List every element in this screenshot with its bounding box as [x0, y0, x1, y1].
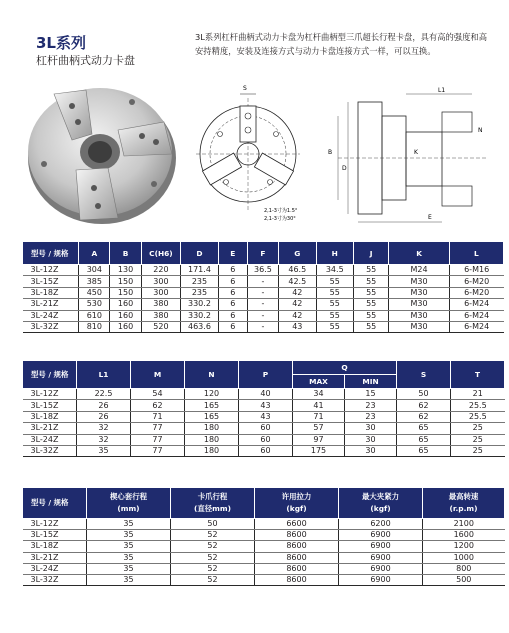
table-cell: 21: [451, 389, 505, 400]
table-cell: 25: [451, 445, 505, 456]
table-cell: 800: [423, 563, 505, 574]
table-row: [23, 423, 505, 434]
table-cell: 380: [141, 310, 181, 321]
table-cell: M30: [389, 287, 449, 298]
table-cell: 55: [353, 299, 388, 310]
table-cell: 300: [141, 276, 181, 287]
table-cell: 180: [185, 445, 239, 456]
table-cell: 71: [131, 411, 185, 422]
table-cell: 30: [345, 423, 397, 434]
column-header: L1: [77, 361, 131, 389]
dim-label-e: E: [428, 214, 432, 221]
column-subheader: MIN: [345, 375, 397, 389]
column-header: G: [279, 242, 316, 265]
table-cell: 77: [131, 423, 185, 434]
table-cell: 6-M24: [449, 299, 503, 310]
table-cell: 65: [397, 423, 451, 434]
spec-table-performance: [22, 487, 505, 586]
table-cell: 35: [87, 530, 171, 541]
column-header: 型号 / 规格: [23, 361, 77, 389]
spec-table-dimensions: [22, 241, 504, 333]
table-row: [23, 321, 504, 332]
column-header-line2: (直径mm): [194, 504, 231, 513]
table-cell: 6-M24: [449, 321, 503, 332]
table-cell: 55: [316, 321, 353, 332]
table-cell: 300: [141, 287, 181, 298]
column-header: [87, 488, 171, 519]
table-cell: 23: [345, 411, 397, 422]
table-cell: 57: [293, 423, 345, 434]
column-header: S: [397, 361, 451, 389]
table-cell: M24: [389, 265, 449, 276]
table-cell: 1600: [423, 530, 505, 541]
table-cell: 32: [77, 423, 131, 434]
column-header: A: [79, 242, 110, 265]
table-cell: 35: [87, 563, 171, 574]
table-cell: 30: [345, 434, 397, 445]
table-cell: 55: [353, 321, 388, 332]
page-subtitle: 杠杆曲柄式动力卡盘: [36, 54, 135, 67]
chuck-photo: [14, 72, 186, 232]
dim-label-s: S: [243, 85, 247, 92]
table-row: [23, 310, 504, 321]
table-cell: -: [247, 310, 278, 321]
table-row: [23, 530, 505, 541]
table-cell: 160: [110, 310, 141, 321]
table-cell: 65: [397, 445, 451, 456]
table-row: [23, 445, 505, 456]
dim-label-angle-1: 2,1-3寸为1.5°: [264, 208, 298, 214]
table-cell: 65: [397, 434, 451, 445]
table-cell: 6: [218, 265, 247, 276]
table-row: [23, 400, 505, 411]
table-row: [23, 276, 504, 287]
table-cell: -: [247, 287, 278, 298]
table-cell: 6: [218, 287, 247, 298]
table-cell: 160: [110, 321, 141, 332]
table-cell: 50: [397, 389, 451, 400]
column-header: Q: [293, 361, 397, 375]
table-cell: 62: [397, 400, 451, 411]
table-cell: 6900: [339, 530, 423, 541]
table-cell: 25.5: [451, 411, 505, 422]
table-cell: 77: [131, 445, 185, 456]
table-cell: 43: [279, 321, 316, 332]
table-cell: 165: [185, 411, 239, 422]
table-cell: 385: [79, 276, 110, 287]
table-row: [23, 299, 504, 310]
table-cell: 42: [279, 299, 316, 310]
table-cell: M30: [389, 321, 449, 332]
table-cell: 380: [141, 299, 181, 310]
table-cell: 6: [218, 310, 247, 321]
table-cell: 60: [239, 434, 293, 445]
table-cell: 171.4: [181, 265, 218, 276]
table-row: [23, 434, 505, 445]
table-cell: 330.2: [181, 310, 218, 321]
table-cell: 55: [353, 287, 388, 298]
table-cell: 6-M20: [449, 276, 503, 287]
table-cell: 6: [218, 276, 247, 287]
product-description: 3L系列杠杆曲柄式动力卡盘为杠杆曲柄型三爪超长行程卡盘，具有高的强度和高安持精度，安装及连接方式与动力卡盘连接方式一样，可以互换。: [195, 32, 487, 56]
column-header: F: [247, 242, 278, 265]
column-header: N: [185, 361, 239, 389]
table-cell: 160: [110, 299, 141, 310]
table-cell: 22.5: [77, 389, 131, 400]
table-row: [23, 541, 505, 552]
table-cell: M30: [389, 276, 449, 287]
table-cell: 26: [77, 400, 131, 411]
column-header: C(H6): [141, 242, 181, 265]
column-header: L: [449, 242, 503, 265]
table-cell: 150: [110, 287, 141, 298]
table-cell: 610: [79, 310, 110, 321]
column-header: T: [451, 361, 505, 389]
table-cell: 8600: [255, 552, 339, 563]
table-cell: 235: [181, 276, 218, 287]
column-header-line1: 型号 / 规格: [31, 498, 69, 507]
column-header-line1: 最高转速: [448, 492, 479, 501]
table-cell: 30: [345, 445, 397, 456]
column-header-line2: (r.p.m): [449, 504, 478, 513]
column-header: [423, 488, 505, 519]
table-cell: 180: [185, 434, 239, 445]
table-cell: 1000: [423, 552, 505, 563]
dim-label-a: B: [328, 149, 333, 156]
table-cell: 6-M24: [449, 310, 503, 321]
table-cell: 520: [141, 321, 181, 332]
table-cell: 3L-21Z: [23, 423, 77, 434]
table-cell: 62: [131, 400, 185, 411]
column-header-line2: (mm): [117, 504, 140, 513]
table-cell: 26: [77, 411, 131, 422]
column-header-line1: 许用拉力: [281, 492, 312, 501]
table-cell: 2100: [423, 519, 505, 530]
column-header: 型号 / 规格: [23, 242, 79, 265]
table-cell: 304: [79, 265, 110, 276]
table-cell: 97: [293, 434, 345, 445]
table-cell: 3L-18Z: [23, 287, 79, 298]
table-cell: 3L-12Z: [23, 389, 77, 400]
table-cell: 463.6: [181, 321, 218, 332]
table-cell: 220: [141, 265, 181, 276]
column-header: P: [239, 361, 293, 389]
side-view-drawing: [318, 72, 504, 232]
table-cell: 3L-32Z: [23, 445, 77, 456]
table-cell: 810: [79, 321, 110, 332]
table-cell: 6200: [339, 519, 423, 530]
table-cell: 34: [293, 389, 345, 400]
table-row: [23, 411, 505, 422]
table-cell: 35: [87, 519, 171, 530]
table-cell: 8600: [255, 530, 339, 541]
table-cell: 52: [171, 563, 255, 574]
table-cell: 3L-15Z: [23, 530, 87, 541]
table-row: [23, 563, 505, 574]
table-cell: 32: [77, 434, 131, 445]
table-cell: 3L-24Z: [23, 434, 77, 445]
table-cell: 3L-15Z: [23, 276, 79, 287]
table-cell: 36.5: [247, 265, 278, 276]
table-cell: 71: [293, 411, 345, 422]
table-cell: 40: [239, 389, 293, 400]
table-cell: 330.2: [181, 299, 218, 310]
table-cell: 55: [316, 287, 353, 298]
table-cell: 3L-12Z: [23, 519, 87, 530]
spec-table-stroke: [22, 360, 505, 457]
column-header: K: [389, 242, 449, 265]
table-cell: 6-M20: [449, 287, 503, 298]
table-cell: 55: [353, 310, 388, 321]
column-header: M: [131, 361, 185, 389]
column-header-line1: 卡爪行程: [197, 492, 228, 501]
table-cell: 15: [345, 389, 397, 400]
table-cell: 23: [345, 400, 397, 411]
dim-label-angle-2: 2,1-3寸为30°: [264, 216, 296, 222]
dim-label-n: N: [478, 127, 483, 134]
page-title: 3L系列: [36, 34, 86, 52]
table-cell: 55: [316, 299, 353, 310]
table-cell: 25: [451, 434, 505, 445]
table-cell: 60: [239, 445, 293, 456]
front-view-drawing: [196, 72, 306, 232]
table-cell: 3L-18Z: [23, 411, 77, 422]
table-cell: 43: [239, 411, 293, 422]
table-cell: 42: [279, 310, 316, 321]
table-cell: 165: [185, 400, 239, 411]
table-cell: M30: [389, 299, 449, 310]
table-cell: 6600: [255, 519, 339, 530]
table-cell: 3L-21Z: [23, 299, 79, 310]
table-row: [23, 389, 505, 400]
column-header: [255, 488, 339, 519]
table-cell: 3L-24Z: [23, 310, 79, 321]
table-cell: 8600: [255, 541, 339, 552]
column-header-line1: 楔心套行程: [110, 492, 147, 501]
table-row: [23, 265, 504, 276]
table-row: [23, 519, 505, 530]
table-cell: 54: [131, 389, 185, 400]
table-cell: 52: [171, 574, 255, 585]
table-cell: 6900: [339, 552, 423, 563]
table-cell: 235: [181, 287, 218, 298]
table-cell: -: [247, 321, 278, 332]
table-cell: 41: [293, 400, 345, 411]
table-cell: 25: [451, 423, 505, 434]
table-cell: 530: [79, 299, 110, 310]
table-cell: 8600: [255, 563, 339, 574]
table-cell: 130: [110, 265, 141, 276]
dim-label-c: D: [342, 165, 347, 172]
table-cell: 180: [185, 423, 239, 434]
table-cell: M30: [389, 310, 449, 321]
table-cell: 35: [87, 552, 171, 563]
table-cell: 1200: [423, 541, 505, 552]
table-cell: 3L-15Z: [23, 400, 77, 411]
table-cell: 55: [353, 276, 388, 287]
column-header: E: [218, 242, 247, 265]
table-cell: 6900: [339, 563, 423, 574]
table-cell: 42.5: [279, 276, 316, 287]
table-row: [23, 287, 504, 298]
table-cell: 52: [171, 541, 255, 552]
column-header: J: [353, 242, 388, 265]
column-header: B: [110, 242, 141, 265]
table-cell: 34.5: [316, 265, 353, 276]
column-header-line2: (kgf): [286, 504, 307, 513]
table-cell: 52: [171, 552, 255, 563]
column-header: [171, 488, 255, 519]
table-cell: 6: [218, 321, 247, 332]
table-cell: 3L-24Z: [23, 563, 87, 574]
table-cell: 3L-18Z: [23, 541, 87, 552]
table-cell: 6900: [339, 541, 423, 552]
table-cell: 6900: [339, 574, 423, 585]
table-cell: -: [247, 299, 278, 310]
table-cell: 52: [171, 530, 255, 541]
table-cell: 3L-32Z: [23, 574, 87, 585]
table-cell: 60: [239, 423, 293, 434]
table-cell: 3L-21Z: [23, 552, 87, 563]
column-header: [339, 488, 423, 519]
column-header-line1: 最大夹紧力: [362, 492, 399, 501]
table-cell: 3L-12Z: [23, 265, 79, 276]
table-cell: 46.5: [279, 265, 316, 276]
table-cell: 55: [316, 276, 353, 287]
dim-label-l1: L1: [438, 87, 446, 94]
table-cell: 500: [423, 574, 505, 585]
table-cell: 25.5: [451, 400, 505, 411]
dim-label-k: K: [414, 149, 418, 156]
table-cell: 3L-32Z: [23, 321, 79, 332]
table-cell: 55: [353, 265, 388, 276]
table-cell: 6: [218, 299, 247, 310]
table-cell: 50: [171, 519, 255, 530]
table-cell: 62: [397, 411, 451, 422]
table-cell: 8600: [255, 574, 339, 585]
column-header: D: [181, 242, 218, 265]
table-row: [23, 552, 505, 563]
table-cell: 35: [77, 445, 131, 456]
table-cell: 120: [185, 389, 239, 400]
table-row: [23, 574, 505, 585]
table-cell: 35: [87, 574, 171, 585]
table-cell: 175: [293, 445, 345, 456]
table-cell: -: [247, 276, 278, 287]
column-header: H: [316, 242, 353, 265]
column-subheader: MAX: [293, 375, 345, 389]
table-cell: 150: [110, 276, 141, 287]
column-header: [23, 488, 87, 519]
column-header-line2: (kgf): [370, 504, 391, 513]
table-cell: 6-M16: [449, 265, 503, 276]
table-cell: 35: [87, 541, 171, 552]
table-cell: 55: [316, 310, 353, 321]
table-cell: 42: [279, 287, 316, 298]
table-cell: 77: [131, 434, 185, 445]
table-cell: 43: [239, 400, 293, 411]
table-cell: 450: [79, 287, 110, 298]
